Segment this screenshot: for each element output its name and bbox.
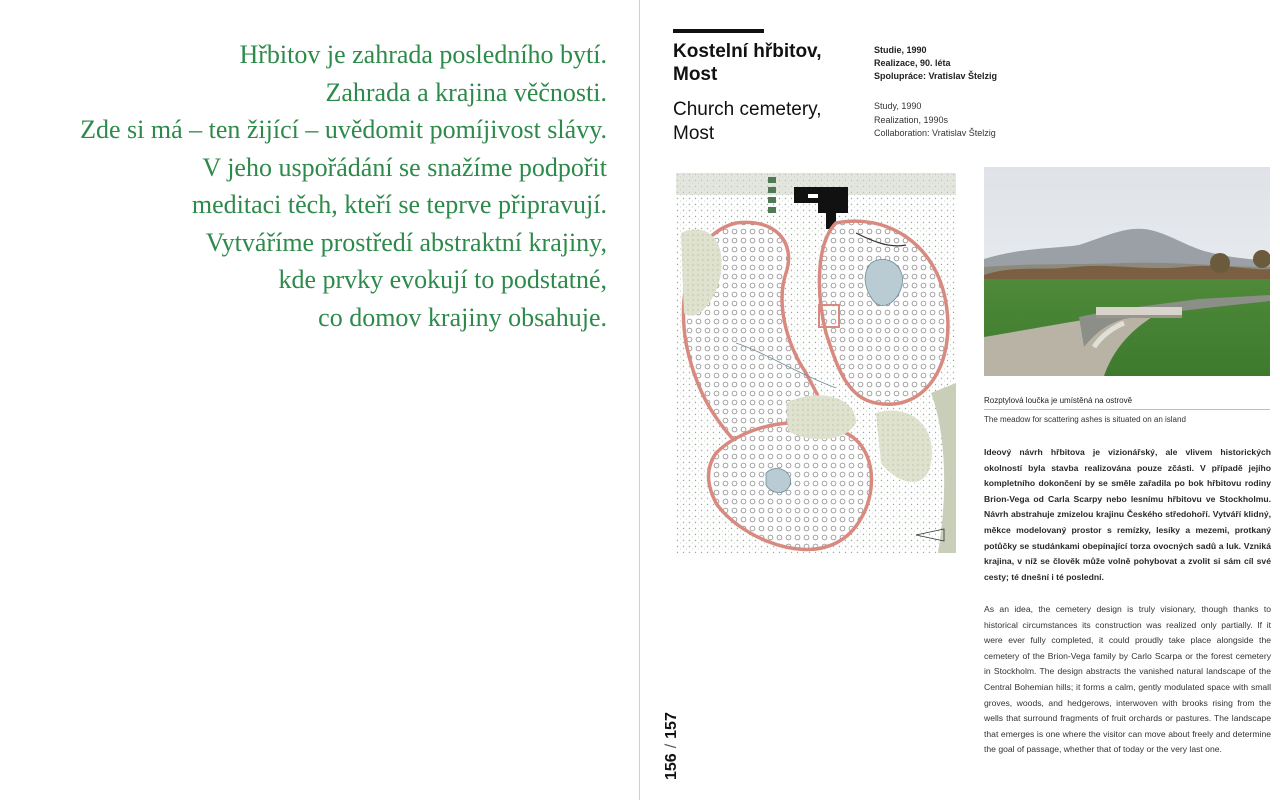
- meta-realization: Realization, 1990s: [874, 114, 949, 125]
- project-meta-czech: [874, 44, 997, 83]
- meta-realization: Realizace, 90. léta: [874, 58, 951, 68]
- page-number-separator: /: [663, 743, 680, 749]
- poem-line: Hřbitov je zahrada posledního bytí.: [239, 40, 607, 69]
- caption-divider: [984, 409, 1270, 410]
- poem-line: Zde si má – ten žijící – uvědomit pomíjivost slávy.: [80, 115, 607, 144]
- poem-line: Vytváříme prostředí abstraktní krajiny,: [205, 227, 607, 257]
- poem-line: kde prvky evokují to podstatné,: [278, 265, 607, 294]
- body-text-czech: Ideový návrh hřbitova je vizionářský, ale vlivem historických okolností byla stavba realizována pouze zčásti. V případě jejího kompletního dokončení by se směle zařadila po bok hřbitovu rodiny Brion-Vega od Carla Scarpy nebo lesnímu hřbitovu ve Stockholmu. Návrh abstrahuje zmizelou krajinu Českého středohoří. Vytváří klidný, měkce modelovaný prostor s remízky, lesíky a mezemi, protkaný potůčky se studánkami obepínající torza ovocných sadů a luk. Vzniká krajina, v níž se člověk může volně pohybovat a zvolit si sám cíl své cesty; té dnešní i té poslední.: [984, 447, 1271, 582]
- page-numbers: [663, 712, 681, 780]
- poem-line: meditaci těch, kteří se teprve připravují.: [191, 190, 607, 219]
- project-meta-english: [874, 100, 996, 141]
- photo-caption-czech: Rozptylová loučka je umístěná na ostrově: [984, 396, 1133, 405]
- title-rule: [673, 29, 764, 33]
- page-number-right: 157: [663, 712, 680, 739]
- right-page: [641, 0, 1280, 800]
- meta-study: Studie, 1990: [874, 45, 927, 55]
- meta-collaboration: Spolupráce: Vratislav Štelzig: [874, 71, 998, 81]
- title-czech: Kostelní hřbitov, Most: [673, 41, 822, 85]
- meta-study: Study, 1990: [874, 101, 922, 111]
- meta-collaboration: Collaboration: Vratislav Štelzig: [874, 128, 996, 138]
- page-number-left: 156: [663, 753, 680, 780]
- poem: [7, 36, 607, 336]
- site-plan-image: [676, 173, 956, 553]
- body-text-english: As an idea, the cemetery design is truly visionary, though thanks to historical circumstances its construction was realized only partially. If it were ever fully completed, it could proudly take place alongside the cemetery of the Brion-Vega family by Carlo Scarpa or the forest cemetery in Stockholm. The design abstracts the vanished natural landscape of the Central Bohemian hills; it forms a calm, gently modulated space with small groves, woods, and hedgerows, interwoven with brooks rising from the wells that surround fragments of fruit orchards or pastures. The landscape that emerges is one where the visitor can move about freely and determine the goal of passage, whether that of today or the very last one.: [984, 604, 1271, 755]
- poem-line: V jeho uspořádání se snažíme podpořit: [202, 152, 607, 182]
- photo-caption-english: The meadow for scattering ashes is situated on an island: [984, 415, 1186, 424]
- title-english: Church cemetery, Most: [673, 99, 822, 144]
- cemetery-photo: [984, 167, 1270, 376]
- poem-line: Zahrada a krajina věčnosti.: [325, 77, 607, 107]
- poem-line: co domov krajiny obsahuje.: [318, 302, 607, 332]
